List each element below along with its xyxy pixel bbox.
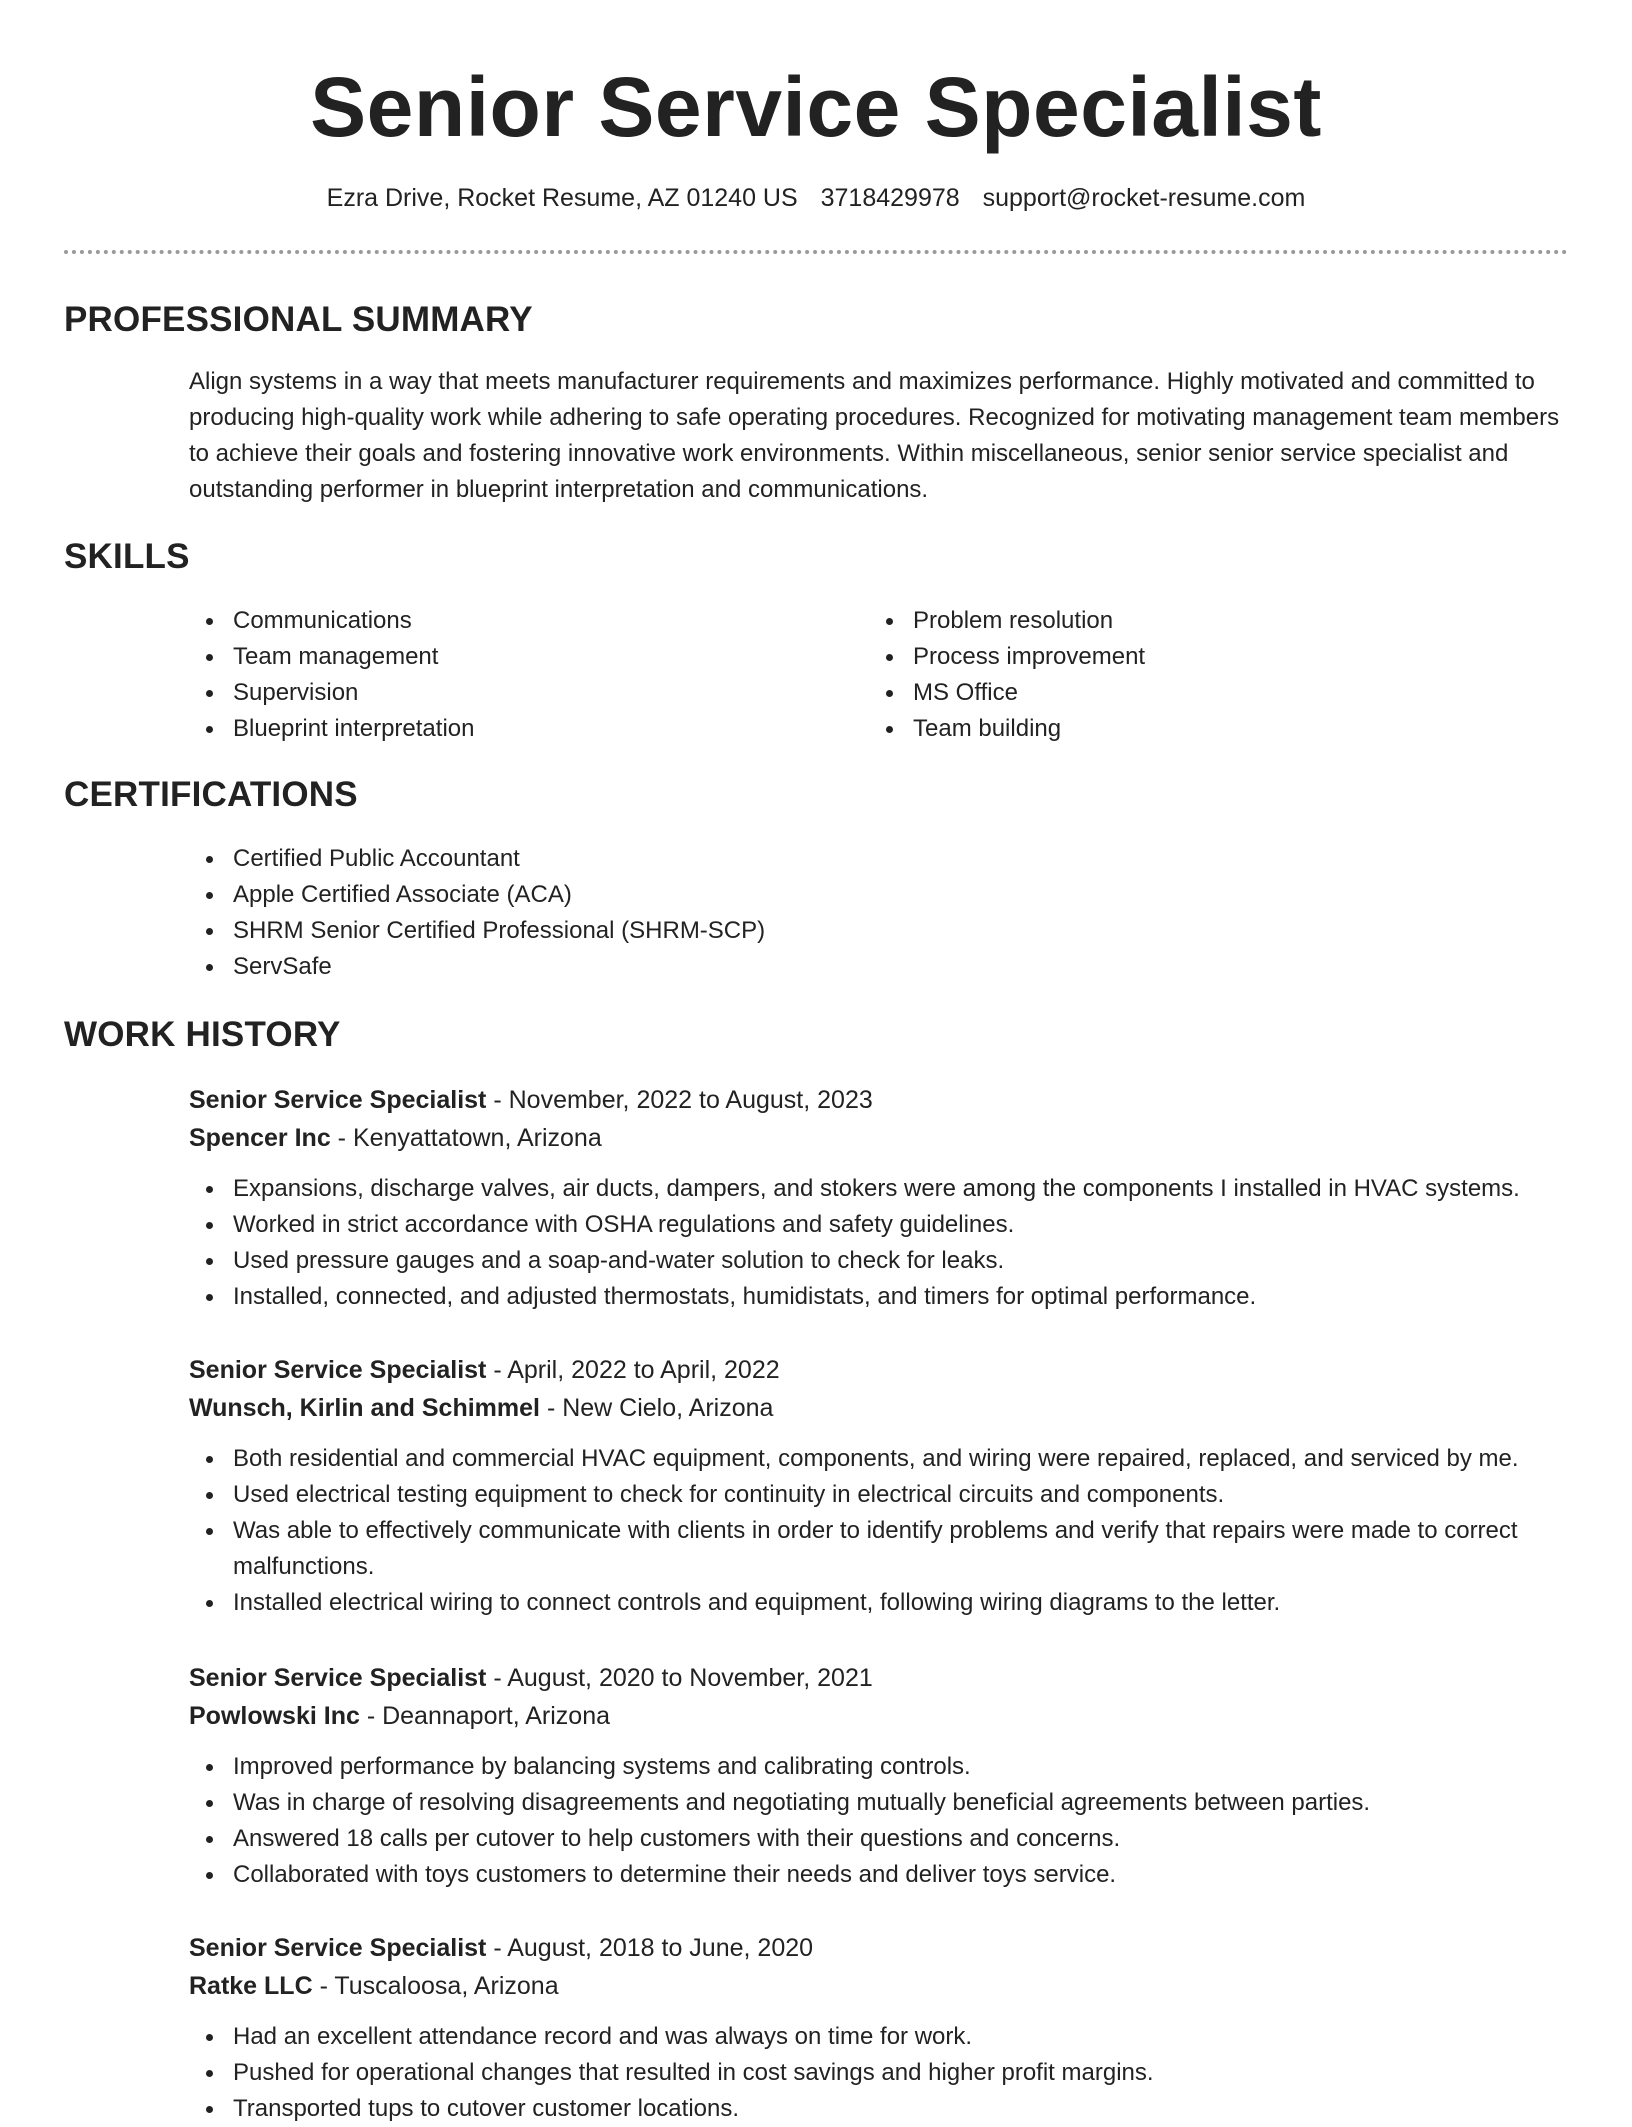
contact-phone: 3718429978	[820, 184, 960, 212]
job-company-line	[189, 1119, 1589, 1157]
job-company: Powlowski Inc	[189, 1702, 360, 1730]
skill-item: Supervision	[189, 675, 829, 711]
job-dates: - August, 2020 to November, 2021	[486, 1664, 873, 1692]
job-bullet: Used electrical testing equipment to check for continuity in electrical circuits and components.	[189, 1477, 1589, 1513]
job-location: - Deannaport, Arizona	[359, 1702, 611, 1730]
skills-list-right	[869, 603, 1509, 747]
job-entry	[189, 1081, 1589, 1315]
job-bullet: Answered 18 calls per cutover to help customers with their questions and concerns.	[189, 1821, 1589, 1857]
certification-item: Apple Certified Associate (ACA)	[189, 877, 1489, 913]
certification-item: Certified Public Accountant	[189, 841, 1489, 877]
job-title-line	[189, 1351, 1589, 1389]
job-bullets	[189, 1749, 1589, 1893]
job-bullet: Improved performance by balancing systems and calibrating controls.	[189, 1749, 1589, 1785]
job-entry	[189, 1929, 1589, 2127]
job-company-line	[189, 1697, 1589, 1735]
job-bullets	[189, 1441, 1589, 1621]
job-bullets	[189, 2019, 1589, 2127]
job-bullet: Installed, connected, and adjusted thermostats, humidistats, and timers for optimal performance.	[189, 1279, 1589, 1315]
job-role: Senior Service Specialist	[189, 1086, 487, 1114]
job-bullet: Collaborated with toys customers to determine their needs and deliver toys service.	[189, 1857, 1589, 1893]
job-bullet: Was in charge of resolving disagreements and negotiating mutually beneficial agreements between parties.	[189, 1785, 1589, 1821]
job-title-line	[189, 1081, 1589, 1119]
job-bullet: Had an excellent attendance record and was always on time for work.	[189, 2019, 1589, 2055]
contact-email: support@rocket-resume.com	[982, 184, 1306, 212]
contact-address: Ezra Drive, Rocket Resume, AZ 01240 US	[326, 184, 798, 212]
job-company-line	[189, 1967, 1589, 2005]
job-role: Senior Service Specialist	[189, 1934, 487, 1962]
job-bullet: Installed electrical wiring to connect controls and equipment, following wiring diagrams to the letter.	[189, 1585, 1589, 1621]
skill-item: Process improvement	[869, 639, 1509, 675]
skills-list-left	[189, 603, 829, 747]
job-company: Spencer Inc	[189, 1124, 331, 1152]
job-title-line	[189, 1929, 1589, 1967]
skill-item: MS Office	[869, 675, 1509, 711]
certification-item: SHRM Senior Certified Professional (SHRM-SCP)	[189, 913, 1489, 949]
job-dates: - August, 2018 to June, 2020	[486, 1934, 814, 1962]
job-role: Senior Service Specialist	[189, 1356, 487, 1384]
resume-name: Senior Service Specialist	[310, 60, 1322, 154]
header-divider	[64, 250, 1568, 254]
job-bullet: Transported tups to cutover customer locations.	[189, 2091, 1589, 2127]
job-bullets	[189, 1171, 1589, 1315]
skill-item: Communications	[189, 603, 829, 639]
job-bullet: Was able to effectively communicate with clients in order to identify problems and verify that repairs were made to correct malfunctions.	[189, 1513, 1589, 1585]
skill-item: Problem resolution	[869, 603, 1509, 639]
skills-heading: SKILLS	[64, 537, 190, 576]
summary-text: Align systems in a way that meets manufacturer requirements and maximizes performance. Highly motivated and committed to producing high-quality work while adhering to safe operating procedures. Recognized for motivating management team members to achieve their goals and fostering innovative work environments. Within miscellaneous, senior senior service specialist and outstanding performer in blueprint interpretation and communications.	[189, 368, 1560, 503]
job-bullet: Used pressure gauges and a soap-and-water solution to check for leaks.	[189, 1243, 1589, 1279]
skill-item: Blueprint interpretation	[189, 711, 829, 747]
job-dates: - April, 2022 to April, 2022	[486, 1356, 780, 1384]
job-location: - Tuscaloosa, Arizona	[312, 1972, 559, 2000]
work-history-heading: WORK HISTORY	[64, 1015, 341, 1054]
skill-item: Team management	[189, 639, 829, 675]
contact-line	[0, 180, 1632, 216]
job-dates: - November, 2022 to August, 2023	[486, 1086, 873, 1114]
skill-item: Team building	[869, 711, 1509, 747]
job-location: - Kenyattatown, Arizona	[330, 1124, 602, 1152]
job-company-line	[189, 1389, 1589, 1427]
certifications-heading: CERTIFICATIONS	[64, 775, 358, 814]
summary-heading: PROFESSIONAL SUMMARY	[64, 300, 533, 339]
job-company: Ratke LLC	[189, 1972, 313, 2000]
certifications-list	[189, 841, 1489, 985]
job-bullet: Pushed for operational changes that resulted in cost savings and higher profit margins.	[189, 2055, 1589, 2091]
job-bullet: Both residential and commercial HVAC equipment, components, and wiring were repaired, replaced, and serviced by me.	[189, 1441, 1589, 1477]
job-role: Senior Service Specialist	[189, 1664, 487, 1692]
job-company: Wunsch, Kirlin and Schimmel	[189, 1394, 540, 1422]
job-bullet: Worked in strict accordance with OSHA regulations and safety guidelines.	[189, 1207, 1589, 1243]
certification-item: ServSafe	[189, 949, 1489, 985]
job-entry	[189, 1351, 1589, 1621]
job-bullet: Expansions, discharge valves, air ducts, dampers, and stokers were among the components I installed in HVAC systems.	[189, 1171, 1589, 1207]
job-title-line	[189, 1659, 1589, 1697]
job-location: - New Cielo, Arizona	[540, 1394, 774, 1422]
job-entry	[189, 1659, 1589, 1893]
